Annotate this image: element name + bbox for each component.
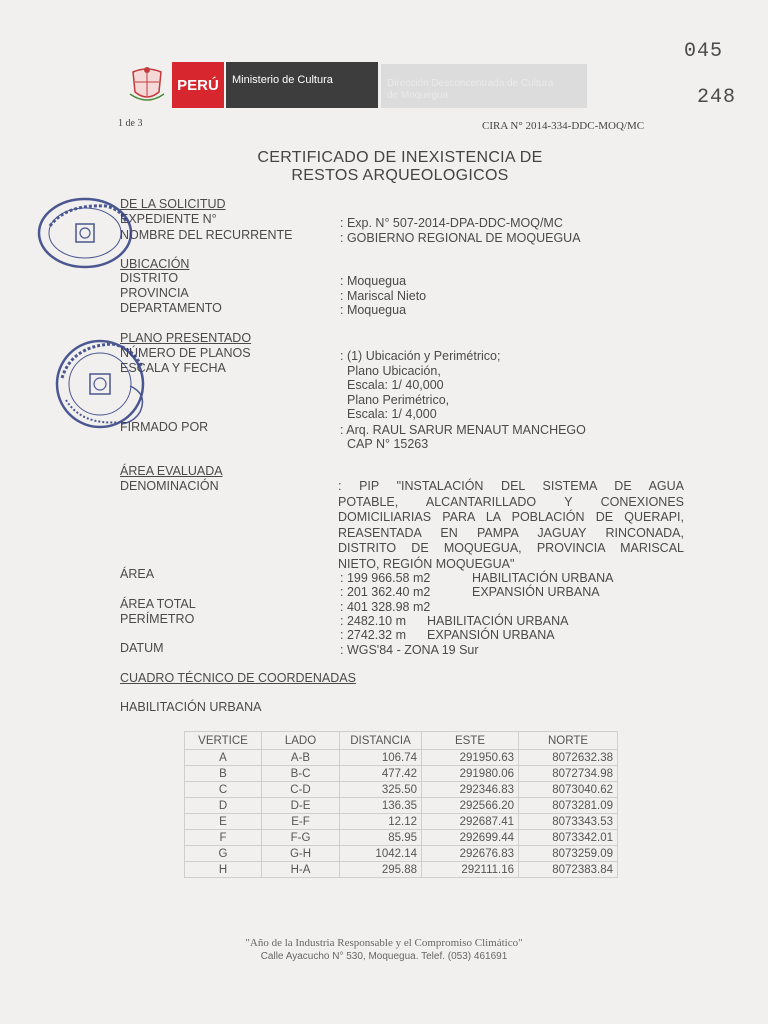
table-row [185,750,618,766]
plano-line-1: : (1) Ubicación y Perimétrico; [340,349,501,363]
table-cell: 325.50 [340,782,422,798]
denominacion-line: POTABLE, ALCANTARILLADO Y CONEXIONES [338,494,684,509]
denominacion-line: NIETO, REGIÓN MOQUEGUA" [338,556,515,571]
table-cell: 292699.44 [422,830,519,846]
cira-number: CIRA N° 2014-334-DDC-MOQ/MC [482,120,645,132]
footer-motto: "Año de la Industria Responsable y el Compromiso Climático" [245,937,523,949]
table-cell: E [185,814,262,830]
table-cell: 8072383.84 [519,862,618,878]
table-row [185,766,618,782]
numero-planos-label: NÚMERO DE PLANOS [120,346,251,360]
area-label: ÁREA [120,567,155,581]
peru-logo: PERÚ [172,62,224,108]
table-cell: 295.88 [340,862,422,878]
cuadro-subheading: HABILITACIÓN URBANA [120,700,262,714]
folio-number-1: 045 [684,40,724,63]
denominacion-line: DOMICILIARIAS PARA LA POBLACIÓN DE QUERAPI, [338,510,684,524]
area1-value: : 199 966.58 m2 [340,571,431,585]
perimetro2-type: EXPANSIÓN URBANA [427,628,555,642]
denominacion-value [338,479,684,572]
column-header: NORTE [519,732,618,750]
provincia-value: : Mariscal Nieto [340,289,427,303]
table-cell: E-F [262,814,340,830]
table-cell: 292566.20 [422,798,519,814]
recurrente-value: : GOBIERNO REGIONAL DE MOQUEGUA [340,231,581,245]
page-indicator: 1 de 3 [118,118,143,129]
plano-line-2: Plano Ubicación, [347,364,441,378]
table-cell: 292111.16 [422,862,519,878]
table-cell: B-C [262,766,340,782]
table-row [185,814,618,830]
cap-value: CAP N° 15263 [347,437,429,451]
area-evaluada-heading: ÁREA EVALUADA [120,464,223,478]
table-row [185,798,618,814]
ministry-seal-stamp-bottom [52,338,152,437]
table-cell: 291980.06 [422,766,519,782]
departamento-label: DEPARTAMENTO [120,301,222,315]
column-header: LADO [262,732,340,750]
table-cell: A [185,750,262,766]
table-row [185,782,618,798]
table-row [185,862,618,878]
peru-coat-of-arms-icon [128,64,166,104]
table-cell: 8073342.01 [519,830,618,846]
table-cell: C [185,782,262,798]
ministry-seal-stamp-top [36,196,134,275]
plano-line-4: Plano Perimétrico, [347,393,450,407]
area-total-value: : 401 328.98 m2 [340,600,431,614]
table-cell: F-G [262,830,340,846]
table-cell: 8073343.53 [519,814,618,830]
table-row [185,846,618,862]
area2-value: : 201 362.40 m2 [340,585,431,599]
table-cell: G-H [262,846,340,862]
distrito-label: DISTRITO [120,271,179,285]
cuadro-heading: CUADRO TÉCNICO DE COORDENADAS [120,671,356,685]
table-cell: 8073259.09 [519,846,618,862]
table-cell: H-A [262,862,340,878]
table-cell: 8073040.62 [519,782,618,798]
denominacion-line: : PIP "INSTALACIÓN DEL SISTEMA DE AGUA [338,479,684,493]
table-cell: 85.95 [340,830,422,846]
table-cell: H [185,862,262,878]
table-cell: D [185,798,262,814]
table-header-row [185,732,618,750]
expediente-label: EXPEDIENTE N° [120,212,217,226]
document-title-line-2: RESTOS ARQUEOLOGICOS [291,167,509,184]
firmado-label: FIRMADO POR [120,420,209,434]
area-total-label: ÁREA TOTAL [120,597,196,611]
table-cell: 477.42 [340,766,422,782]
document-title-line-1: CERTIFICADO DE INEXISTENCIA DE [257,149,543,166]
table-cell: 292676.83 [422,846,519,862]
direction-line-2: de Moquegua [387,90,449,101]
area1-type: HABILITACIÓN URBANA [472,571,614,585]
area2-type: EXPANSIÓN URBANA [472,585,600,599]
column-header: VERTICE [185,732,262,750]
firmado-value: : Arq. RAUL SARUR MENAUT MANCHEGO [340,423,586,437]
datum-value: : WGS'84 - ZONA 19 Sur [340,643,479,657]
table-cell: 106.74 [340,750,422,766]
recurrente-label: NOMBRE DEL RECURRENTE [120,228,293,242]
table-cell: 292687.41 [422,814,519,830]
plano-line-5: Escala: 1/ 4,000 [347,407,437,421]
footer-address: Calle Ayacucho N° 530, Moquegua. Telef. (053) 461691 [260,951,508,962]
table-cell: 8072632.38 [519,750,618,766]
ubicacion-heading: UBICACIÓN [120,257,190,271]
table-cell: A-B [262,750,340,766]
expediente-value: : Exp. N° 507-2014-DPA-DDC-MOQ/MC [340,216,563,230]
distrito-value: : Moquegua [340,274,407,288]
ministry-name: Ministerio de Cultura [226,62,378,108]
table-cell: 291950.63 [422,750,519,766]
direction-name [381,64,587,108]
perimetro2-value: : 2742.32 m [340,628,407,642]
plano-heading: PLANO PRESENTADO [120,331,252,345]
table-cell: 136.35 [340,798,422,814]
folio-number-2: 248 [697,86,737,109]
table-cell: C-D [262,782,340,798]
perimetro-label: PERÍMETRO [120,612,195,626]
table-cell: D-E [262,798,340,814]
direction-line-1: Dirección Desconcentrada de Cultura [387,78,554,89]
table-cell: 8073281.09 [519,798,618,814]
column-header: DISTANCIA [340,732,422,750]
plano-line-3: Escala: 1/ 40,000 [347,378,444,392]
table-cell: 1042.14 [340,846,422,862]
solicitud-heading: DE LA SOLICITUD [120,197,226,211]
denominacion-line: DISTRITO DE MOQUEGUA, PROVINCIA MARISCAL [338,541,684,555]
coordinates-table [184,731,618,878]
column-header: ESTE [422,732,519,750]
denominacion-line: REASENTADA EN PAMPA JAGUAY RINCONADA, [338,525,684,540]
departamento-value: : Moquegua [340,303,407,317]
table-cell: 12.12 [340,814,422,830]
table-cell: G [185,846,262,862]
table-cell: F [185,830,262,846]
table-cell: 8072734.98 [519,766,618,782]
table-row [185,830,618,846]
provincia-label: PROVINCIA [120,286,189,300]
perimetro1-type: HABILITACIÓN URBANA [427,614,569,628]
denominacion-label: DENOMINACIÓN [120,479,219,493]
table-cell: B [185,766,262,782]
datum-label: DATUM [120,641,164,655]
escala-fecha-label: ESCALA Y FECHA [120,361,226,375]
perimetro1-value: : 2482.10 m [340,614,407,628]
table-cell: 292346.83 [422,782,519,798]
